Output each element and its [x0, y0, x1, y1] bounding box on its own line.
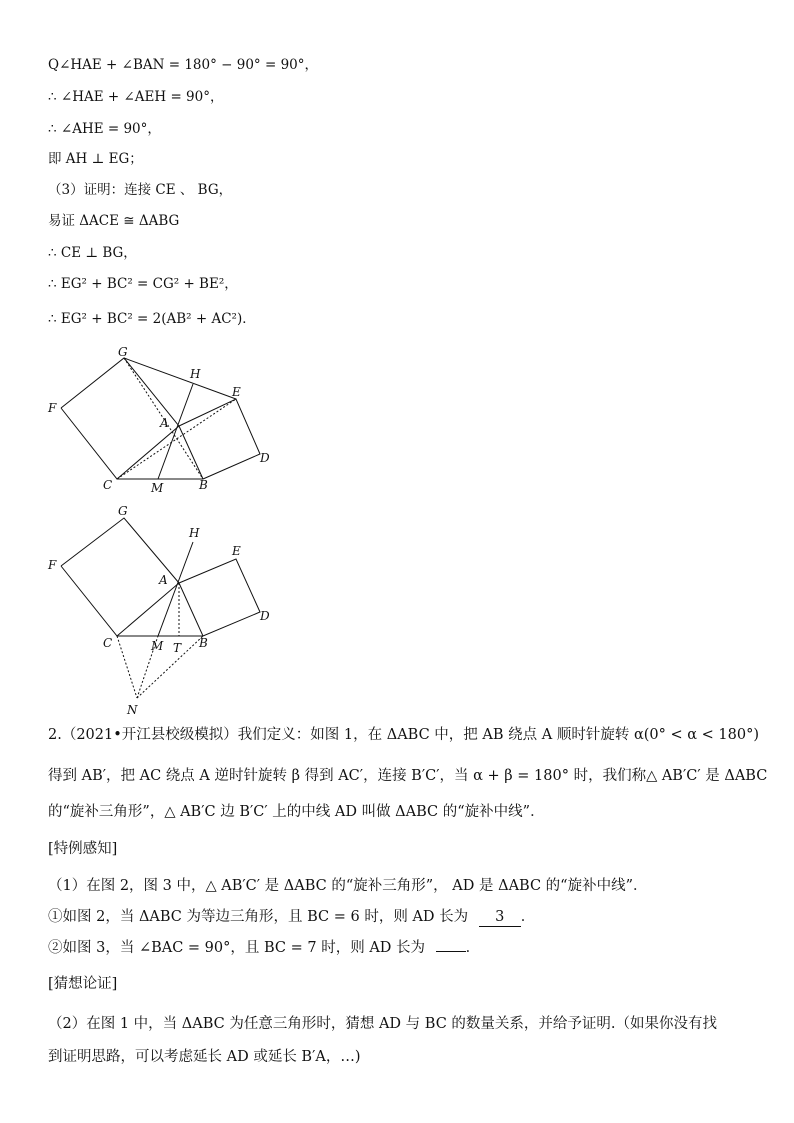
- question-1b-text: ②如图 3，当 ∠BAC = 90°，且 BC = 7 时，则 AD 长为: [48, 940, 426, 956]
- proof-line-5: （3）证明：连接 CE 、 BG，: [48, 182, 233, 198]
- label-B: B: [199, 478, 208, 492]
- section-heading-2: [猜想论证]: [48, 976, 118, 992]
- label-M: M: [151, 639, 164, 653]
- label-A: A: [160, 416, 169, 430]
- label-T: T: [173, 641, 182, 655]
- label-E: E: [232, 385, 241, 399]
- proof-line-8: ∴ EG² + BC² = CG² + BE²，: [48, 276, 238, 292]
- question-1-intro: （1）在图 2，图 3 中，△ AB′C′ 是 ΔABC 的“旋补三角形”， AD 是 ΔABC 的“旋补中线”．: [48, 878, 648, 894]
- label-A: A: [159, 573, 168, 587]
- proof-line-7: ∴ CE ⊥ BG，: [48, 245, 137, 261]
- label-D: D: [260, 609, 270, 623]
- proof-line-4: 即 AH ⊥ EG；: [48, 151, 143, 167]
- problem-line-1: 2.（2021•开江县校级模拟）我们定义：如图 1，在 ΔABC 中，把 AB 绕点 A 顺时针旋转 α(0° < α < 180°): [48, 727, 759, 743]
- geometry-figure-2: [40, 500, 300, 718]
- question-1a: ①如图 2，当 ΔABC 为等边三角形，且 BC = 6 时，则 AD 长为 3 ．: [48, 909, 536, 925]
- question-1a-text: ①如图 2，当 ΔABC 为等边三角形，且 BC = 6 时，则 AD 长为: [48, 909, 469, 925]
- label-H: H: [189, 526, 200, 540]
- proof-line-3: ∴ ∠AHE = 90°，: [48, 121, 161, 137]
- label-C: C: [103, 636, 113, 650]
- answer-blank-1b[interactable]: [436, 951, 466, 952]
- section-heading-1: [特例感知]: [48, 841, 118, 857]
- label-C: C: [103, 478, 113, 492]
- label-B: B: [199, 636, 208, 650]
- problem-line-3: 的“旋补三角形”，△ AB′C 边 B′C′ 上的中线 AD 叫做 ΔABC 的“旋补中线”．: [48, 804, 545, 820]
- label-N: N: [127, 703, 138, 717]
- proof-line-6: 易证 ΔACE ≅ ΔABG: [48, 213, 180, 229]
- label-F: F: [48, 558, 57, 572]
- label-G: G: [118, 504, 128, 518]
- question-1b: ②如图 3，当 ∠BAC = 90°，且 BC = 7 时，则 AD 长为 ．: [48, 940, 481, 956]
- proof-line-9: ∴ EG² + BC² = 2(AB² + AC²)．: [48, 311, 256, 327]
- proof-line-2: ∴ ∠HAE + ∠AEH = 90°，: [48, 89, 224, 105]
- question-2-line-2: 到证明思路，可以考虑延长 AD 或延长 B′A，…): [48, 1049, 361, 1065]
- label-H: H: [190, 367, 201, 381]
- answer-blank-1a[interactable]: 3: [479, 908, 521, 927]
- geometry-figure-1: [40, 340, 300, 500]
- question-2-line-1: （2）在图 1 中，当 ΔABC 为任意三角形时，猜想 AD 与 BC 的数量关系，并给予证明.（如果你没有找: [48, 1016, 718, 1032]
- problem-line-2: 得到 AB′，把 AC 绕点 A 逆时针旋转 β 得到 AC′，连接 B′C′，当 α + β = 180° 时，我们称△ AB′C′ 是 ΔABC: [48, 768, 768, 784]
- label-F: F: [48, 401, 57, 415]
- label-D: D: [260, 451, 270, 465]
- label-E: E: [232, 544, 241, 558]
- label-G: G: [118, 345, 128, 359]
- label-M: M: [151, 481, 164, 495]
- proof-line-1: Q∠HAE + ∠BAN = 180° − 90° = 90°，: [48, 57, 318, 73]
